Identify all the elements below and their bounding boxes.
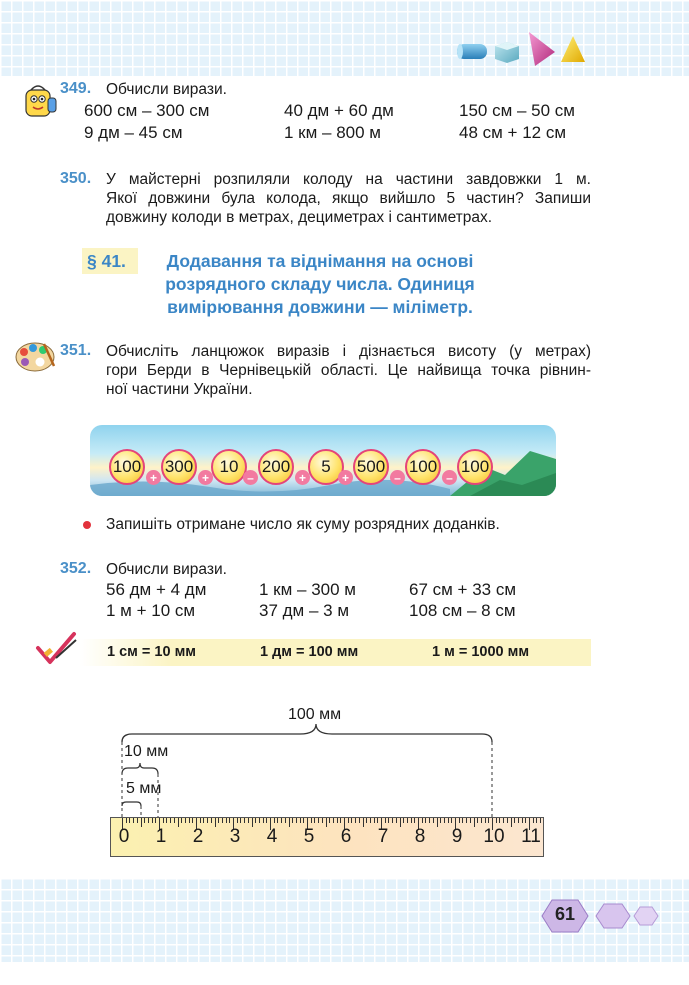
ruler-tick [337, 818, 338, 823]
section-title-line: вимірювання довжини — міліметр. [167, 297, 473, 317]
ruler-tick [536, 818, 537, 823]
ruler-tick [396, 818, 397, 823]
ruler-tick [155, 818, 156, 823]
ruler-tick [207, 818, 208, 823]
ruler-tick [444, 818, 445, 823]
section-title-line: Додавання та віднімання на основі [166, 251, 474, 271]
chain-value: 100 [457, 449, 493, 485]
ruler-tick [277, 818, 278, 823]
ruler-tick [459, 818, 460, 823]
chain-value: 500 [353, 449, 389, 485]
expression: 40 дм + 60 дм [284, 101, 394, 120]
section-number: § 41. [87, 251, 126, 271]
ruler-number: 4 [266, 826, 278, 847]
chain-operator: + [198, 470, 213, 485]
ruler-tick [137, 818, 138, 823]
ruler-tick [348, 818, 349, 823]
ruler-tick [414, 818, 415, 823]
ruler-tick [488, 818, 489, 823]
ruler-tick [322, 818, 323, 823]
conversion-m: 1 м = 1000 мм [432, 644, 530, 660]
ruler-tick [451, 818, 452, 823]
ruler-tick [240, 818, 241, 823]
ruler-tick [141, 818, 142, 827]
expression: 9 дм – 45 см [84, 123, 183, 142]
chain-operator: + [146, 470, 161, 485]
ruler-tick [511, 818, 512, 827]
ruler-tick [392, 818, 393, 823]
ruler-tick [263, 818, 264, 823]
ruler-tick [237, 818, 238, 823]
ruler-tick [178, 818, 179, 827]
label-5mm: 5 мм [126, 780, 162, 797]
ruler-tick [192, 818, 193, 823]
ruler-tick [496, 818, 497, 823]
text-line: довжину колоди в метрах, дециметрах і сантиметрах. [106, 209, 493, 226]
ruler-tick [388, 818, 389, 823]
ruler-tick [229, 818, 230, 823]
ruler-tick [326, 818, 327, 827]
ruler-tick [462, 818, 463, 823]
ruler-tick [355, 818, 356, 823]
exercise-352-instruction: Обчисли вирази. [106, 561, 227, 578]
ruler-number: 9 [451, 826, 463, 847]
bullet-text: Запишіть отримане число як суму розрядних доданків. [106, 516, 500, 533]
ruler-tick [518, 818, 519, 823]
checkmark-pencil-icon [34, 630, 80, 666]
chain-value: 100 [405, 449, 441, 485]
ruler-tick [474, 818, 475, 827]
ruler-tick [507, 818, 508, 823]
exercise-349-instruction: Обчисли вирази. [106, 81, 227, 98]
ruler-tick [448, 818, 449, 823]
expression: 1 м + 10 см [106, 601, 196, 620]
ruler-tick [285, 818, 286, 823]
ruler-tick [203, 818, 204, 823]
ruler-tick [385, 818, 386, 823]
ruler-tick [218, 818, 219, 823]
ruler-tick [148, 818, 149, 823]
expression: 108 см – 8 см [409, 601, 516, 620]
shapes-decoration-icon [455, 28, 595, 68]
ruler-number: 5 [303, 826, 315, 847]
ruler-tick [303, 818, 304, 823]
ruler-number: 3 [229, 826, 241, 847]
ruler-tick [481, 818, 482, 823]
ruler-tick [400, 818, 401, 827]
ruler-number: 6 [340, 826, 352, 847]
conversion-cm: 1 см = 10 мм [107, 644, 197, 660]
chain-operator: + [295, 470, 310, 485]
expression: 150 см – 50 см [459, 101, 575, 120]
chain-value: 5 [308, 449, 344, 485]
ruler-tick [174, 818, 175, 823]
exercise-352-number: 352. [60, 560, 92, 577]
ruler-tick [166, 818, 167, 823]
ruler-tick [374, 818, 375, 823]
text-line: гори Берди в Чернівецькій області. Це найвища точка рівнин- [106, 362, 591, 379]
ruler-tick [133, 818, 134, 823]
label-100mm: 100 мм [288, 706, 342, 723]
ruler-tick [200, 818, 201, 823]
ruler-tick [422, 818, 423, 823]
ruler-number: 2 [192, 826, 204, 847]
palette-icon [14, 340, 56, 374]
section-title-line: розрядного складу числа. Одиниця [165, 274, 475, 294]
ruler-number: 7 [377, 826, 389, 847]
ruler-tick [329, 818, 330, 823]
ruler-tick [185, 818, 186, 823]
label-10mm: 10 мм [124, 743, 169, 760]
ruler-tick [281, 818, 282, 823]
ruler-tick [215, 818, 216, 827]
chain-operator: – [390, 470, 405, 485]
ruler-number: 8 [414, 826, 426, 847]
ruler-tick [333, 818, 334, 823]
ruler-tick [311, 818, 312, 823]
expression: 37 дм – 3 м [259, 601, 350, 620]
ruler-tick [351, 818, 352, 823]
ruler-tick [429, 818, 430, 823]
text-line: У майстерні розпиляли колоду на частини завдовжки 1 м. [106, 171, 591, 188]
ruler-tick [289, 818, 290, 827]
page-number: 61 [554, 904, 576, 924]
chain-operator: – [442, 470, 457, 485]
ruler-tick [370, 818, 371, 823]
ruler-tick [189, 818, 190, 823]
ruler-tick [470, 818, 471, 823]
ruler-tick [248, 818, 249, 823]
ruler-tick [222, 818, 223, 823]
ruler-number: 0 [118, 826, 130, 847]
ruler-tick [377, 818, 378, 823]
ruler-tick [433, 818, 434, 823]
expression: 56 дм + 4 дм [106, 580, 207, 599]
exercise-351-number: 351. [60, 342, 92, 359]
bullet-dot [83, 521, 91, 529]
chain-value: 100 [109, 449, 145, 485]
ruler-tick [211, 818, 212, 823]
ruler-tick [181, 818, 182, 823]
ruler-tick [525, 818, 526, 823]
ruler-tick [274, 818, 275, 823]
ruler-tick [403, 818, 404, 823]
ruler-tick [407, 818, 408, 823]
ruler-tick [411, 818, 412, 823]
ruler-tick [359, 818, 360, 823]
ruler-tick [252, 818, 253, 827]
ruler-tick [300, 818, 301, 823]
ruler-tick [440, 818, 441, 823]
ruler-tick [244, 818, 245, 823]
expression: 48 см + 12 см [459, 123, 567, 142]
ruler-tick [503, 818, 504, 823]
chain-value: 300 [161, 449, 197, 485]
ruler-tick [485, 818, 486, 823]
chain-value: 200 [258, 449, 294, 485]
chain-operator: – [243, 470, 258, 485]
ruler-tick [226, 818, 227, 823]
backpack-icon [20, 82, 60, 120]
expression: 1 км – 300 м [259, 580, 356, 599]
expression: 600 см – 300 см [84, 101, 210, 120]
ruler-tick [170, 818, 171, 823]
ruler-number: 10 [483, 826, 505, 847]
exercise-350-number: 350. [60, 170, 92, 187]
chain-operator: + [338, 470, 353, 485]
ruler-tick [366, 818, 367, 823]
ruler-tick [363, 818, 364, 827]
expression: 67 см + 33 см [409, 580, 517, 599]
text-line: ної частини України. [106, 381, 253, 398]
expression: 1 км – 800 м [284, 123, 381, 142]
ruler-tick [255, 818, 256, 823]
ruler-number: 11 [521, 826, 541, 847]
ruler-tick [314, 818, 315, 823]
ruler-tick [533, 818, 534, 823]
ruler-tick [296, 818, 297, 823]
ruler-tick [129, 818, 130, 823]
ruler [110, 817, 544, 857]
ruler-tick [318, 818, 319, 823]
conversion-dm: 1 дм = 100 мм [260, 644, 359, 660]
ruler-tick [259, 818, 260, 823]
ruler-tick [514, 818, 515, 823]
section-title [140, 250, 500, 319]
ruler-tick [126, 818, 127, 823]
ruler-tick [152, 818, 153, 823]
text-line: Якої довжини була колода, якщо вийшло 5 частин? Запиши [106, 190, 591, 207]
ruler-tick [266, 818, 267, 823]
ruler-tick [292, 818, 293, 823]
ruler-tick [437, 818, 438, 827]
exercise-350-text [106, 170, 591, 227]
ruler-tick [425, 818, 426, 823]
chain-value: 10 [211, 449, 247, 485]
ruler-number: 1 [155, 826, 167, 847]
ruler-tick [340, 818, 341, 823]
conversion-bar [80, 639, 591, 666]
exercise-349-number: 349. [60, 80, 92, 97]
ruler-tick [466, 818, 467, 823]
ruler-tick [522, 818, 523, 823]
ruler-braces [110, 720, 510, 820]
ruler-tick [477, 818, 478, 823]
ruler-tick [163, 818, 164, 823]
ruler-tick [499, 818, 500, 823]
ruler-tick [540, 818, 541, 823]
ruler-tick [144, 818, 145, 823]
exercise-351-text [106, 342, 591, 399]
text-line: Обчисліть ланцюжок виразів і дізнається висоту (у метрах) [106, 343, 591, 360]
